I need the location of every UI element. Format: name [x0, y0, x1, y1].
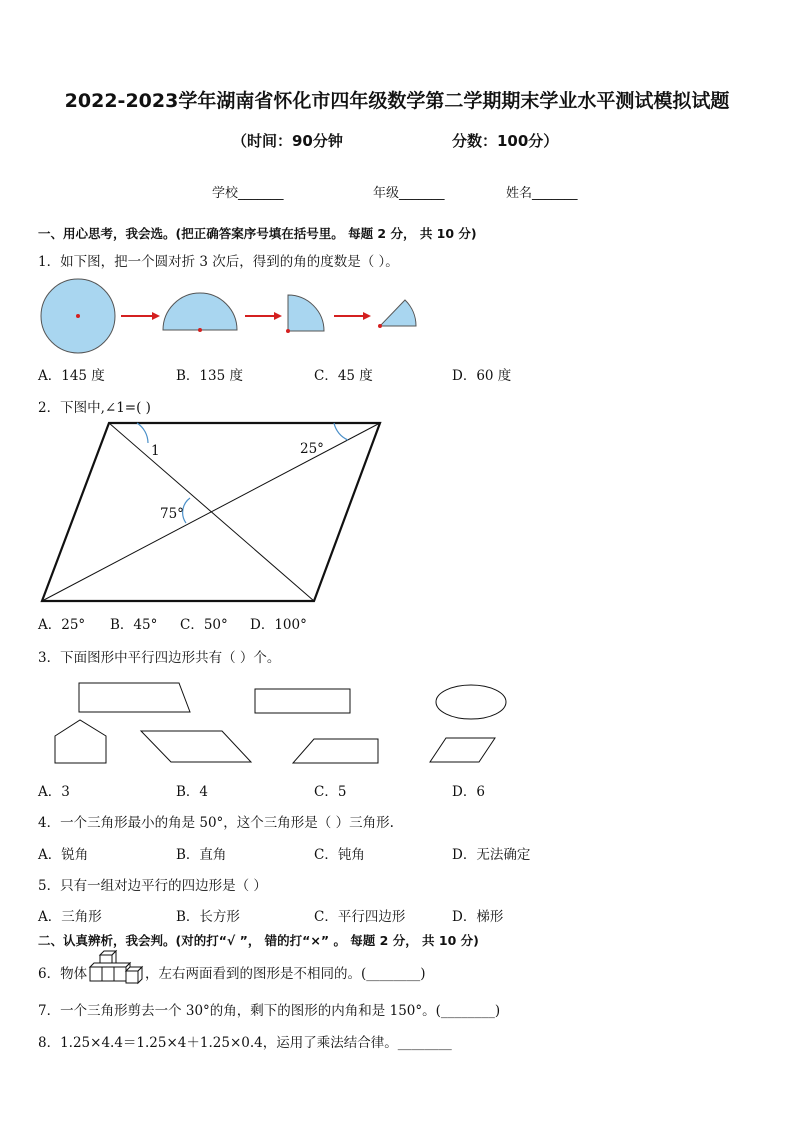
angle25-label: 25°: [300, 441, 324, 457]
q3-text: 3．下面图形中平行四边形共有（ ）个。: [38, 650, 281, 666]
q2-option-a[interactable]: A．25°: [38, 617, 86, 633]
q3-option-b[interactable]: B．4: [176, 784, 209, 800]
q1-option-b[interactable]: B．135 度: [176, 368, 243, 384]
q5-option-a[interactable]: A．三角形: [38, 909, 102, 925]
page-title: 2022-2023学年湖南省怀化市四年级数学第二学期期末学业水平测试模拟试题: [64, 90, 730, 112]
exam-score: 分数：100分）: [452, 132, 559, 150]
q4-option-c[interactable]: C．钝角: [314, 847, 365, 863]
q5-option-c[interactable]: C．平行四边形: [314, 909, 406, 925]
q4-option-d[interactable]: D．无法确定: [452, 847, 531, 863]
q2-text: 2．下图中,∠1=( ): [38, 400, 151, 416]
q4-option-b[interactable]: B．直角: [176, 847, 227, 863]
q1-option-a[interactable]: A．145 度: [38, 368, 105, 384]
grade-field: 年级_______: [373, 186, 445, 201]
q4-option-a[interactable]: A．锐角: [38, 847, 89, 863]
exam-time: （时间：90分钟: [232, 132, 343, 150]
q3-option-a[interactable]: A．3: [38, 784, 70, 800]
q2-option-d[interactable]: D．100°: [250, 617, 307, 633]
q3-option-d[interactable]: D．6: [452, 784, 485, 800]
q1-option-d[interactable]: D．60 度: [452, 368, 512, 384]
angle1-label: 1: [151, 443, 160, 459]
q1-text: 1．如下图，把一个圆对折 3 次后，得到的角的度数是（ ）。: [38, 254, 399, 270]
q6-text-prefix: 6．物体: [38, 966, 88, 982]
section1-heading: 一、用心思考，我会选。(把正确答案序号填在括号里。 每题 2 分， 共 10 分): [38, 226, 477, 241]
q6-text-suffix: ，左右两面看到的图形是不相同的。(________): [145, 966, 426, 982]
section2-heading: 二、认真辨析，我会判。(对的打“√ ”， 错的打“×” 。 每题 2 分， 共 10 分): [38, 933, 479, 948]
name-field: 姓名_______: [506, 186, 578, 201]
q8-text: 8．1.25×4.4＝1.25×4＋1.25×0.4，运用了乘法结合律。________: [38, 1035, 452, 1051]
q4-text: 4．一个三角形最小的角是 50°，这个三角形是（ ）三角形.: [38, 815, 394, 831]
q5-text: 5．只有一组对边平行的四边形是（ ）: [38, 878, 267, 894]
q2-option-b[interactable]: B．45°: [110, 617, 158, 633]
q7-text: 7．一个三角形剪去一个 30°的角，剩下的图形的内角和是 150°。(________): [38, 1003, 501, 1019]
q5-option-d[interactable]: D．梯形: [452, 909, 504, 925]
q5-option-b[interactable]: B．长方形: [176, 909, 240, 925]
q1-option-c[interactable]: C．45 度: [314, 368, 373, 384]
q3-option-c[interactable]: C．5: [314, 784, 347, 800]
angle75-label: 75°: [160, 506, 184, 522]
q2-option-c[interactable]: C．50°: [180, 617, 228, 633]
school-field: 学校_______: [212, 186, 284, 201]
